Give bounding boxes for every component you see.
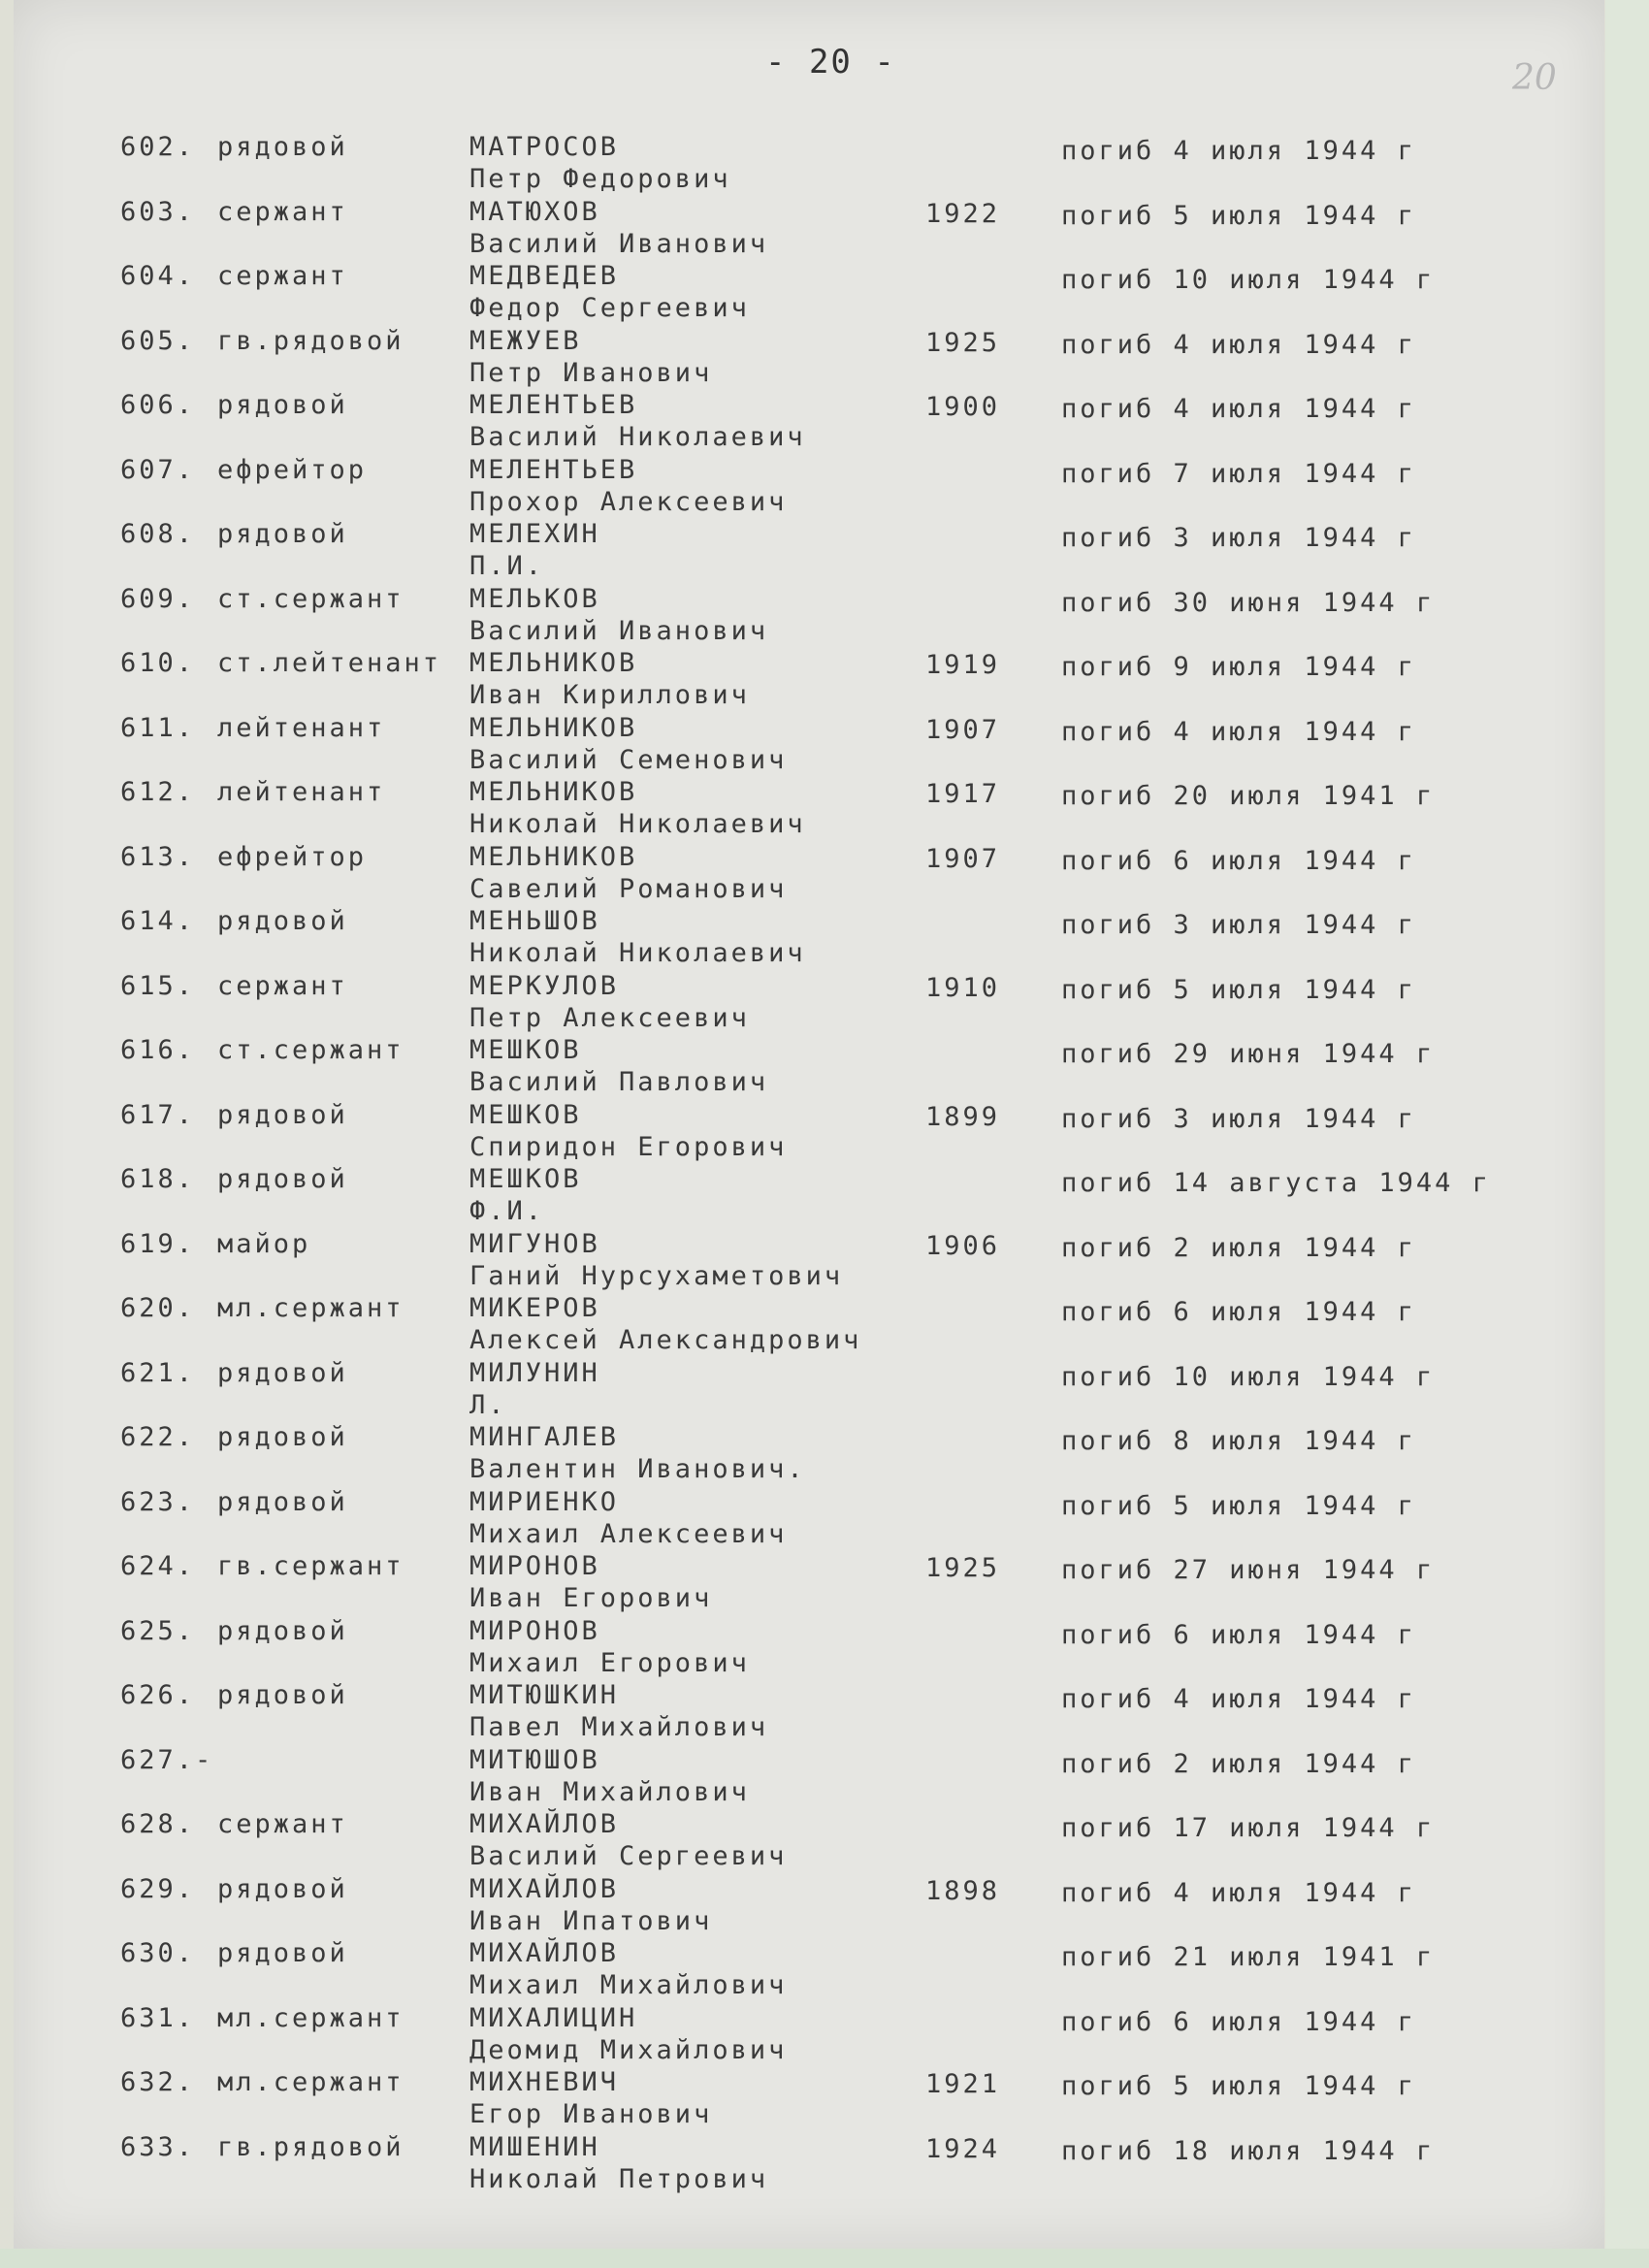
entry-death-date: погиб 3 июля 1944 г: [1061, 910, 1416, 940]
entry-surname: МИКЕРОВ: [469, 1293, 600, 1323]
list-item: [14, 2124, 1604, 2194]
entry-number: 632.: [120, 2067, 196, 2097]
entry-number: 617.: [120, 1099, 196, 1130]
entry-death-date: погиб 14 августа 1944 г: [1061, 1168, 1491, 1198]
list-item: [14, 1543, 1604, 1613]
entry-surname: МЕШКОВ: [469, 1164, 582, 1194]
list-item: [14, 705, 1604, 775]
entry-number: 621.: [120, 1357, 196, 1388]
entry-number: 606.: [120, 390, 196, 420]
entry-given-name: Иван Кириллович: [469, 680, 750, 710]
entry-birth-year: 1925: [925, 1553, 1001, 1583]
list-item: [14, 1479, 1604, 1549]
entry-given-name: Иван Михайлович: [469, 1776, 750, 1807]
entry-number: 630.: [120, 1938, 196, 1968]
entry-rank: рядовой: [217, 1680, 348, 1710]
entry-death-date: погиб 30 июня 1944 г: [1061, 587, 1436, 618]
entry-death-date: погиб 5 июля 1944 г: [1061, 1490, 1416, 1521]
entry-death-date: погиб 10 июля 1944 г: [1061, 1361, 1436, 1392]
entry-birth-year: 1919: [925, 650, 1001, 680]
entry-number: 604.: [120, 261, 196, 291]
entry-rank: сержант: [217, 261, 348, 291]
entry-rank: рядовой: [217, 906, 348, 936]
entry-number: 626.: [120, 1680, 196, 1710]
list-item: [14, 1737, 1604, 1807]
list-item: [14, 1608, 1604, 1678]
list-item: [14, 898, 1604, 968]
entry-surname: МИХАЙЛОВ: [469, 1809, 620, 1839]
list-item: [14, 1930, 1604, 2000]
list-item: [14, 640, 1604, 710]
entry-given-name: Василий Павлович: [469, 1067, 769, 1097]
entry-given-name: Иван Ипатович: [469, 1905, 713, 1936]
entry-rank: рядовой: [217, 1615, 348, 1646]
entry-number: 624.: [120, 1551, 196, 1581]
entry-number: 612.: [120, 777, 196, 807]
entry-number: 620.: [120, 1293, 196, 1323]
entry-surname: МАТЮХОВ: [469, 196, 600, 227]
page-number: - 20 -: [765, 43, 896, 81]
entry-surname: МАТРОСОВ: [469, 132, 620, 162]
entry-death-date: погиб 3 июля 1944 г: [1061, 523, 1416, 553]
entry-given-name: Николай Петрович: [469, 2163, 769, 2194]
entry-given-name: Василий Иванович: [469, 228, 769, 259]
entry-surname: МЕЛЬНИКОВ: [469, 712, 638, 743]
entry-death-date: погиб 20 июля 1941 г: [1061, 781, 1436, 811]
list-item: [14, 447, 1604, 517]
entry-given-name: Василий Николаевич: [469, 422, 806, 452]
entry-given-name: Петр Алексеевич: [469, 1002, 750, 1033]
entry-surname: МЕЛЕНТЬЕВ: [469, 454, 638, 485]
entry-surname: МИХАЛИЦИН: [469, 2002, 638, 2033]
entry-death-date: погиб 2 июля 1944 г: [1061, 1232, 1416, 1263]
entry-rank: ефрейтор: [217, 454, 368, 485]
entry-birth-year: 1922: [925, 198, 1001, 229]
entry-number: 623.: [120, 1486, 196, 1517]
entry-number: 628.: [120, 1809, 196, 1839]
entry-death-date: погиб 5 июля 1944 г: [1061, 2071, 1416, 2101]
entry-number: 609.: [120, 583, 196, 614]
entry-surname: МИТЮШКИН: [469, 1680, 620, 1710]
list-item: [14, 1350, 1604, 1420]
entry-given-name: Савелий Романович: [469, 873, 788, 904]
entry-rank: гв.рядовой: [217, 325, 404, 356]
entry-rank: майор: [217, 1228, 311, 1259]
entry-given-name: Л.: [469, 1389, 507, 1420]
entry-surname: МИШЕНИН: [469, 2131, 600, 2162]
entry-surname: МИРОНОВ: [469, 1615, 600, 1646]
entry-death-date: погиб 6 июля 1944 г: [1061, 1297, 1416, 1327]
entry-number: 613.: [120, 841, 196, 872]
entry-surname: МИРИЕНКО: [469, 1486, 620, 1517]
entry-given-name: Валентин Иванович.: [469, 1454, 806, 1484]
list-item: [14, 576, 1604, 646]
entry-death-date: погиб 4 июля 1944 г: [1061, 1877, 1416, 1908]
list-item: [14, 511, 1604, 581]
entry-rank: рядовой: [217, 1938, 348, 1968]
entry-number: 602.: [120, 132, 196, 162]
entry-rank: рядовой: [217, 1873, 348, 1904]
entry-birth-year: 1900: [925, 392, 1001, 422]
entry-birth-year: 1899: [925, 1101, 1001, 1132]
entry-number: 614.: [120, 906, 196, 936]
entry-rank: лейтенант: [217, 777, 386, 807]
entry-surname: МИЛУНИН: [469, 1357, 600, 1388]
entry-birth-year: 1898: [925, 1875, 1001, 1906]
entry-given-name: Прохор Алексеевич: [469, 486, 788, 517]
list-item: [14, 189, 1604, 259]
entry-surname: МЕНЬШОВ: [469, 906, 600, 936]
entry-death-date: погиб 10 июля 1944 г: [1061, 265, 1436, 295]
entry-number: 603.: [120, 196, 196, 227]
entry-number: 627.-: [120, 1744, 214, 1775]
scan-edge-right: [1605, 0, 1649, 2268]
entry-death-date: погиб 27 июня 1944 г: [1061, 1555, 1436, 1585]
entry-given-name: Василий Семенович: [469, 744, 788, 775]
entry-surname: МИХАЙЛОВ: [469, 1938, 620, 1968]
entry-given-name: Василий Иванович: [469, 615, 769, 646]
entry-death-date: погиб 4 июля 1944 г: [1061, 716, 1416, 747]
entry-death-date: погиб 18 июля 1944 г: [1061, 2135, 1436, 2166]
entry-given-name: Михаил Михайлович: [469, 1970, 788, 2000]
list-item: [14, 1995, 1604, 2065]
entry-rank: мл.сержант: [217, 1293, 404, 1323]
entry-surname: МЕДВЕДЕВ: [469, 261, 620, 291]
entry-surname: МЕЖУЕВ: [469, 325, 582, 356]
entry-rank: рядовой: [217, 1422, 348, 1452]
list-item: [14, 1672, 1604, 1742]
entry-number: 610.: [120, 648, 196, 678]
entry-death-date: погиб 2 июля 1944 г: [1061, 1748, 1416, 1779]
entry-death-date: погиб 21 июля 1941 г: [1061, 1942, 1436, 1972]
list-item: [14, 769, 1604, 839]
entry-death-date: погиб 9 июля 1944 г: [1061, 652, 1416, 682]
list-item: [14, 1866, 1604, 1936]
entry-number: 631.: [120, 2002, 196, 2033]
entry-birth-year: 1907: [925, 714, 1001, 745]
entry-surname: МЕЛЕНТЬЕВ: [469, 390, 638, 420]
entry-given-name: Ганий Нурсухаметович: [469, 1260, 844, 1291]
entry-number: 618.: [120, 1164, 196, 1194]
entry-rank: ст.сержант: [217, 583, 404, 614]
entry-birth-year: 1907: [925, 843, 1001, 874]
entry-rank: сержант: [217, 196, 348, 227]
entry-rank: гв.сержант: [217, 1551, 404, 1581]
entry-given-name: Федор Сергеевич: [469, 293, 750, 323]
entry-rank: рядовой: [217, 519, 348, 549]
list-item: [14, 1285, 1604, 1355]
entry-number: 607.: [120, 454, 196, 485]
entry-given-name: Михаил Алексеевич: [469, 1518, 788, 1549]
entry-rank: мл.сержант: [217, 2002, 404, 2033]
entry-rank: лейтенант: [217, 712, 386, 743]
entry-rank: мл.сержант: [217, 2067, 404, 2097]
entry-given-name: Николай Николаевич: [469, 809, 806, 839]
entry-number: 633.: [120, 2131, 196, 2162]
entry-birth-year: 1906: [925, 1230, 1001, 1261]
entry-death-date: погиб 4 июля 1944 г: [1061, 329, 1416, 360]
list-item: [14, 1414, 1604, 1484]
entry-rank: рядовой: [217, 390, 348, 420]
entry-rank: сержант: [217, 970, 348, 1001]
entry-rank: ст.лейтенант: [217, 648, 442, 678]
entry-given-name: Михаил Егорович: [469, 1647, 750, 1678]
list-item: [14, 1156, 1604, 1226]
entry-surname: МИХАЙЛОВ: [469, 1873, 620, 1904]
entry-rank: рядовой: [217, 1164, 348, 1194]
entry-surname: МИТЮШОВ: [469, 1744, 600, 1775]
entry-given-name: Алексей Александрович: [469, 1325, 862, 1355]
list-item: [14, 963, 1604, 1033]
list-item: [14, 1221, 1604, 1291]
list-item: [14, 253, 1604, 323]
entry-given-name: Петр Иванович: [469, 357, 713, 388]
document-page: [14, 0, 1604, 2249]
entry-death-date: погиб 6 июля 1944 г: [1061, 845, 1416, 876]
entry-death-date: погиб 4 июля 1944 г: [1061, 394, 1416, 424]
list-item: [14, 1801, 1604, 1871]
entry-number: 619.: [120, 1228, 196, 1259]
entry-rank: рядовой: [217, 1099, 348, 1130]
entry-number: 615.: [120, 970, 196, 1001]
entry-surname: МИРОНОВ: [469, 1551, 600, 1581]
scan-edge-bottom: [0, 2249, 1649, 2268]
entry-given-name: Егор Иванович: [469, 2099, 713, 2129]
entry-number: 608.: [120, 519, 196, 549]
entry-given-name: Деомид Михайлович: [469, 2034, 788, 2065]
entry-rank: ефрейтор: [217, 841, 368, 872]
entry-death-date: погиб 7 июля 1944 г: [1061, 458, 1416, 489]
entry-surname: МЕЛЕХИН: [469, 519, 600, 549]
entry-rank: рядовой: [217, 1486, 348, 1517]
entry-death-date: погиб 17 июля 1944 г: [1061, 1813, 1436, 1843]
handwritten-page-number: 20: [1512, 58, 1557, 98]
entry-death-date: погиб 3 июля 1944 г: [1061, 1103, 1416, 1134]
entry-given-name: Николай Николаевич: [469, 938, 806, 968]
entry-birth-year: 1924: [925, 2133, 1001, 2164]
entry-rank: ст.сержант: [217, 1035, 404, 1065]
entry-given-name: Иван Егорович: [469, 1583, 713, 1613]
entry-birth-year: 1917: [925, 779, 1001, 809]
entry-rank: сержант: [217, 1809, 348, 1839]
entry-surname: МИНГАЛЕВ: [469, 1422, 620, 1452]
entry-death-date: погиб 6 июля 1944 г: [1061, 2006, 1416, 2037]
entry-surname: МЕРКУЛОВ: [469, 970, 620, 1001]
entry-death-date: погиб 6 июля 1944 г: [1061, 1619, 1416, 1650]
entry-surname: МЕШКОВ: [469, 1035, 582, 1065]
entry-birth-year: 1921: [925, 2069, 1001, 2099]
entry-surname: МИХНЕВИЧ: [469, 2067, 620, 2097]
entry-death-date: погиб 8 июля 1944 г: [1061, 1426, 1416, 1456]
list-item: [14, 318, 1604, 388]
entry-number: 625.: [120, 1615, 196, 1646]
entry-rank: гв.рядовой: [217, 2131, 404, 2162]
entry-number: 616.: [120, 1035, 196, 1065]
entry-number: 605.: [120, 325, 196, 356]
entry-given-name: Петр Федорович: [469, 164, 731, 194]
entry-surname: МЕШКОВ: [469, 1099, 582, 1130]
list-item: [14, 382, 1604, 452]
entry-rank: рядовой: [217, 132, 348, 162]
list-item: [14, 124, 1604, 194]
entry-death-date: погиб 4 июля 1944 г: [1061, 136, 1416, 166]
entry-death-date: погиб 5 июля 1944 г: [1061, 200, 1416, 231]
entry-death-date: погиб 29 июня 1944 г: [1061, 1039, 1436, 1069]
entry-death-date: погиб 4 июля 1944 г: [1061, 1684, 1416, 1714]
entry-given-name: Павел Михайлович: [469, 1712, 769, 1742]
entry-number: 622.: [120, 1422, 196, 1452]
entry-death-date: погиб 5 июля 1944 г: [1061, 974, 1416, 1005]
list-item: [14, 834, 1604, 904]
entry-surname: МЕЛЬКОВ: [469, 583, 600, 614]
list-item: [14, 1092, 1604, 1162]
entry-given-name: Василий Сергеевич: [469, 1841, 788, 1871]
entry-surname: МЕЛЬНИКОВ: [469, 841, 638, 872]
list-item: [14, 2059, 1604, 2129]
entry-surname: МЕЛЬНИКОВ: [469, 648, 638, 678]
entry-rank: рядовой: [217, 1357, 348, 1388]
list-item: [14, 1027, 1604, 1097]
entry-birth-year: 1925: [925, 327, 1001, 358]
entry-birth-year: 1910: [925, 972, 1001, 1003]
entry-number: 611.: [120, 712, 196, 743]
entry-given-name: Спиридон Егорович: [469, 1131, 788, 1162]
entry-surname: МИГУНОВ: [469, 1228, 600, 1259]
entry-surname: МЕЛЬНИКОВ: [469, 777, 638, 807]
entry-given-name: Ф.И.: [469, 1196, 545, 1226]
entry-given-name: П.И.: [469, 551, 545, 581]
entry-number: 629.: [120, 1873, 196, 1904]
